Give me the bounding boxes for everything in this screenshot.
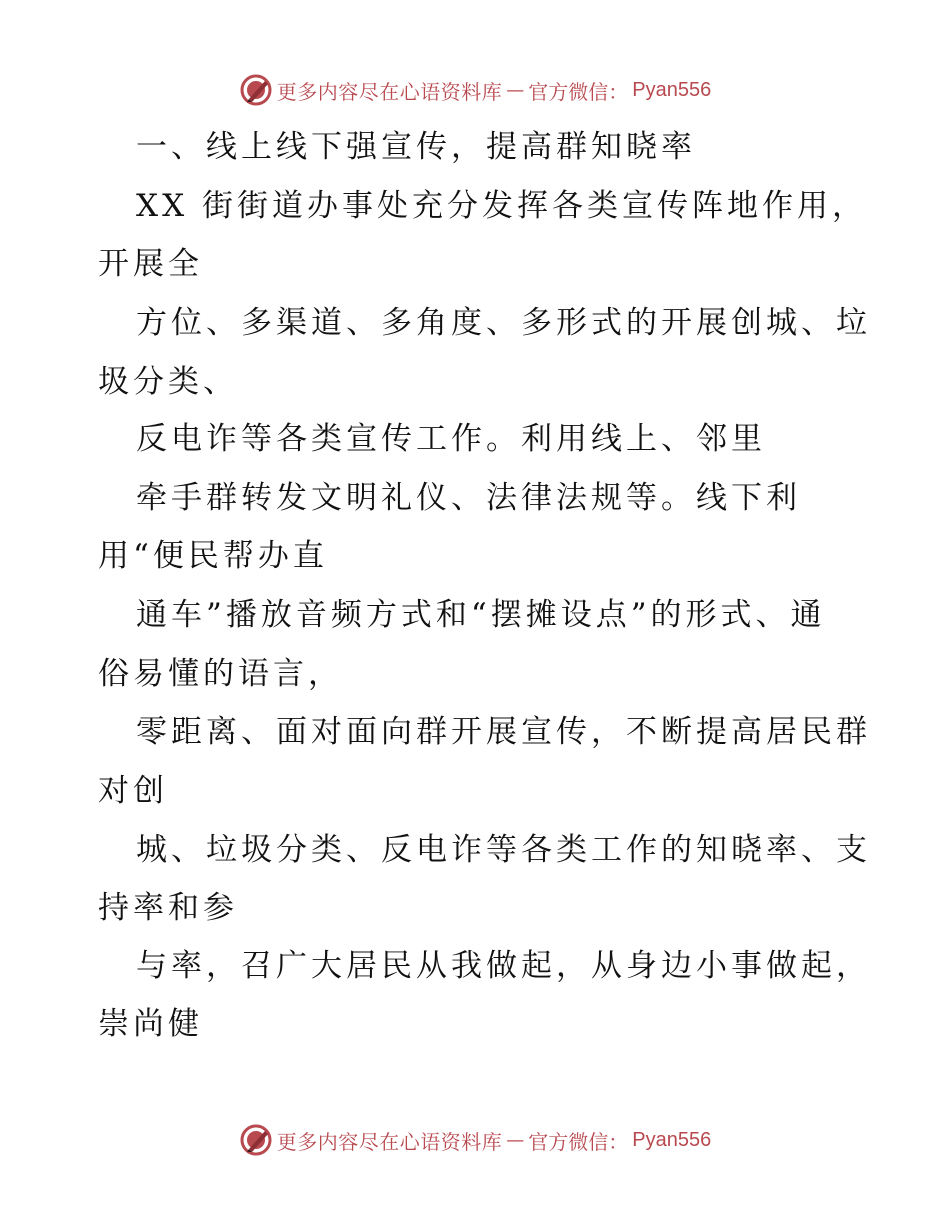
body-line: 对创 <box>98 773 168 809</box>
banner-wechat-label: 官方微信： <box>528 79 629 104</box>
pen-logo-icon <box>239 1123 273 1157</box>
header-banner-content <box>239 73 711 107</box>
body-line: 与率，召广大居民从我做起，从身边小事做起， <box>136 948 871 984</box>
body-line: 通车”播放音频方式和“摆摊设点”的形式、通 <box>136 597 826 633</box>
body-line: 崇尚健 <box>98 1006 203 1042</box>
footer-banner-content <box>239 1123 711 1157</box>
body-line: 零距离、面对面向群开展宣传，不断提高居民群 <box>136 714 871 750</box>
banner-dash: — <box>506 1129 525 1151</box>
body-line: 牵手群转发文明礼仪、法律法规等。线下利 <box>136 480 801 516</box>
body-line: XX 街街道办事处充分发挥各类宣传阵地作用， <box>136 188 867 224</box>
body-line: 俗易懂的语言， <box>98 656 343 692</box>
footer-banner <box>0 1120 950 1160</box>
body-line: 开展全 <box>98 246 203 282</box>
banner-wechat-id: Pyan556 <box>632 78 712 101</box>
body-line: 圾分类、 <box>98 364 238 400</box>
body-line: 用“便民帮办直 <box>98 538 328 574</box>
body-line: 方位、多渠道、多角度、多形式的开展创城、垃 <box>136 305 871 341</box>
body-line: 城、垃圾分类、反电诈等各类工作的知晓率、支 <box>136 832 871 868</box>
banner-title: 更多内容尽在心语资料库 <box>276 1129 503 1154</box>
banner-dash: — <box>506 79 525 101</box>
header-banner <box>0 70 950 110</box>
banner-title: 更多内容尽在心语资料库 <box>276 79 503 104</box>
body-line: 持率和参 <box>98 890 238 926</box>
body-line: 反电诈等各类宣传工作。利用线上、邻里 <box>136 421 766 457</box>
pen-logo-icon <box>239 73 273 107</box>
banner-wechat-label: 官方微信： <box>528 1129 629 1154</box>
section-heading: 一、线上线下强宣传，提高群知晓率 <box>136 129 696 165</box>
banner-wechat-id: Pyan556 <box>632 1128 712 1151</box>
